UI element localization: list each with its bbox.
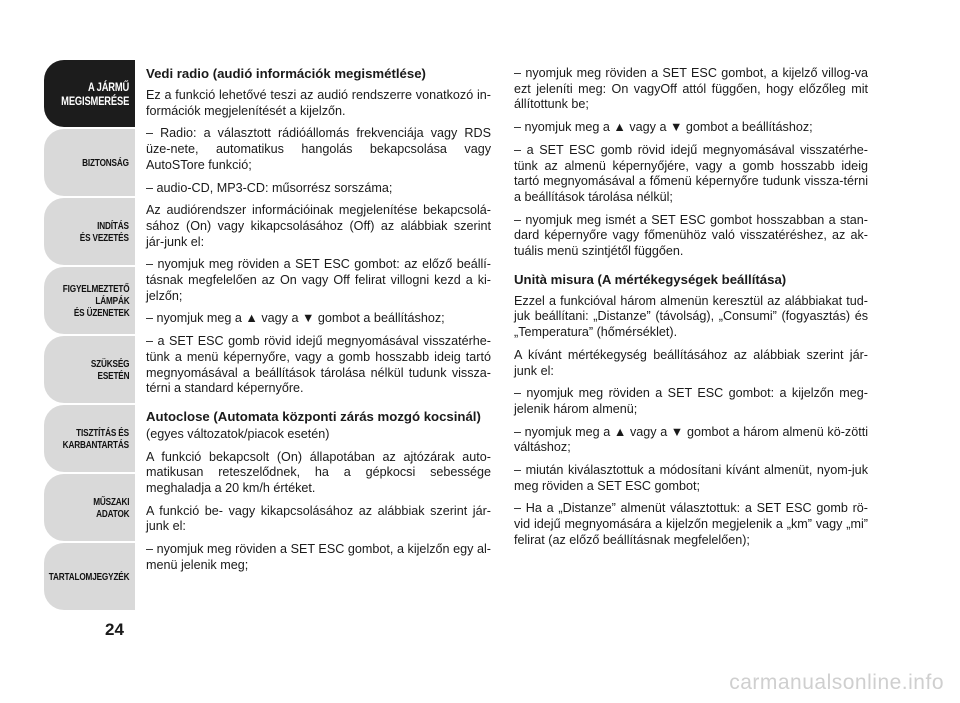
tab-label: FIGYELMEZTETŐ LÁMPÁK ÉS ÜZENETEK [62, 282, 129, 319]
tab-tisztitas-es-karbantartas[interactable] [44, 405, 135, 472]
paragraph: – nyomjuk meg ismét a SET ESC gombot hosszabban a stan-dard képernyőre vagy főmenühöz való visszatéréshez, az ak-tuális menü szintjétől függően. [514, 212, 868, 259]
paragraph: – a SET ESC gomb rövid idejű megnyomásával visszatérhe-tünk az almenü képernyőjére, vagy a gomb hosszabb ideig tartó megnyomásával a főmenü képernyőre tudunk vissza-térni a beállítások tárolása nélkül; [514, 142, 868, 204]
paragraph: – Radio: a választott rádióállomás frekvenciája vagy RDS üze-nete, automatikus hangolás bekapcsolása vagy AutoSTore funkció; [146, 126, 491, 172]
paragraph: A funkció be- vagy kikapcsolásához az alábbiak szerint jár-junk el: [146, 503, 491, 534]
tab-inditas-es-vezetes[interactable] [44, 198, 135, 265]
tab-label: SZÜKSÉG ESETÉN [90, 357, 129, 382]
tab-figyelmezteto-lampak[interactable] [44, 267, 135, 334]
paragraph: (egyes változatok/piacok esetén) [146, 426, 330, 441]
tab-biztonsag[interactable] [44, 129, 135, 196]
paragraph: – nyomjuk meg röviden a SET ESC gombot, a kijelző villog-va ezt jeleníti meg: On vagyOff attól függően, hogy előzőleg mit állítottunk be; [514, 66, 868, 112]
paragraph: – nyomjuk meg röviden a SET ESC gombot: az előző beállí-tásnak megfelelően az On vagy Off felirat villogni kezd a ki-jelzőn; [146, 257, 491, 303]
tab-label: INDÍTÁS ÉS VEZETÉS [80, 219, 129, 244]
tab-label: MŰSZAKI ADATOK [92, 495, 129, 520]
tab-szukseg-eseten[interactable] [44, 336, 135, 403]
tab-label: TARTALOMJEGYZÉK [48, 570, 129, 583]
left-column [146, 66, 491, 581]
paragraph: Ez a funkció lehetővé teszi az audió rendszerre vonatkozó in-formációk megjelenítését a kijelzőn. [146, 88, 491, 118]
tab-label: BIZTONSÁG [82, 156, 129, 169]
paragraph: Az audiórendszer információinak megjelenítése bekapcsolá-sához (On) vagy kikapcsolásához (Off) az alábbiak szerint jár-junk el: [146, 203, 491, 249]
tab-label: TISZTÍTÁS ÉS KARBANTARTÁS [62, 426, 129, 451]
chapter-sidebar [44, 60, 135, 612]
paragraph: – nyomjuk meg röviden a SET ESC gombot: a kijelzőn meg-jelenik három almenü; [514, 386, 868, 416]
right-column [514, 66, 868, 556]
section-heading: Autoclose (Automata központi zárás mozgó kocsinál) [146, 408, 481, 424]
paragraph: – nyomjuk meg a ▲ vagy a ▼ gombot a három almenü kö-zötti váltáshoz; [514, 424, 868, 455]
tab-a-jarmu-megismerese[interactable] [44, 60, 135, 127]
paragraph: A funkció bekapcsolt (On) állapotában az ajtózárak auto-matikusan reteszelődnek, ha a gépkocsi sebessége meghaladja a 20 km/h értéket. [146, 449, 491, 496]
paragraph: – nyomjuk meg röviden a SET ESC gombot, a kijelzőn egy al-menü jelenik meg; [146, 542, 491, 572]
tab-label: A JÁRMŰ MEGISMERÉSE [61, 79, 129, 108]
section-heading: Unità misura (A mértékegységek beállítása) [514, 271, 787, 287]
watermark: carmanualsonline.info [729, 671, 944, 694]
paragraph: – Ha a „Distanze” almenüt választottuk: a SET ESC gomb rö-vid idejű megnyomására a kijelzőn megjelenik a „km” vagy „mi” felirat (az előző beállításnak megfelelően); [514, 501, 868, 547]
tab-muszaki-adatok[interactable] [44, 474, 135, 541]
tab-tartalomjegyzek[interactable] [44, 543, 135, 610]
paragraph: – audio-CD, MP3-CD: műsorrész sorszáma; [146, 180, 393, 195]
paragraph: Ezzel a funkcióval három almenün keresztül az alábbiakat tud-juk beállítani: „Distanze” (távolság), „Consumi” (fogyasztás) és „Temperatura” (hőmérséklet). [514, 293, 868, 340]
paragraph: – a SET ESC gomb rövid idejű megnyomásával visszatérhe-tünk a menü képernyőre, vagy a gomb hosszabb ideig tartó megnyomásával a beállítások tárolása nélkül tudunk vissza-térni a standard képernyőre. [146, 334, 491, 396]
paragraph: – nyomjuk meg a ▲ vagy a ▼ gombot a beállításhoz; [514, 120, 813, 135]
paragraph: – nyomjuk meg a ▲ vagy a ▼ gombot a beállításhoz; [146, 311, 445, 326]
paragraph: A kívánt mértékegység beállításához az alábbiak szerint jár-junk el: [514, 347, 868, 378]
section-heading: Vedi radio (audió információk megismétlése) [146, 66, 426, 81]
paragraph: – miután kiválasztottuk a módosítani kívánt almenüt, nyom-juk meg röviden a SET ESC gombot; [514, 463, 868, 493]
page-number: 24 [105, 620, 124, 639]
